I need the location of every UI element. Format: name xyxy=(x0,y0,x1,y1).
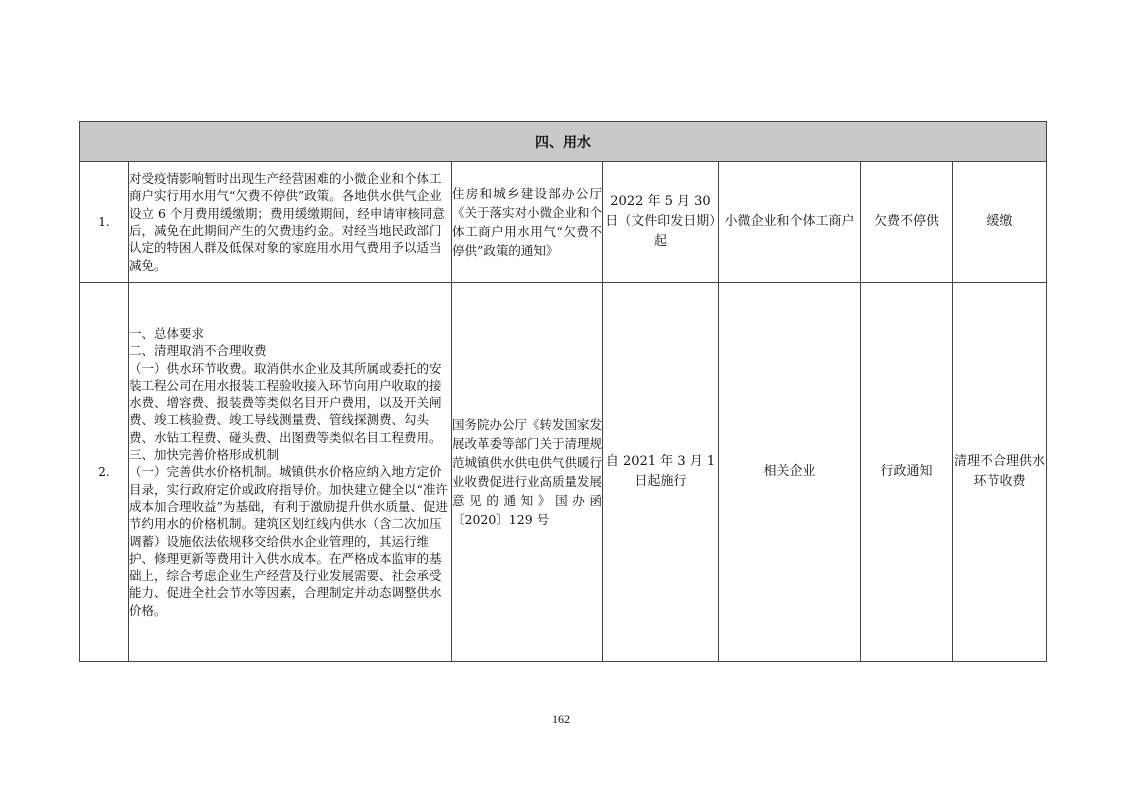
policy-content xyxy=(129,283,452,662)
effective-date: 2022 年 5 月 30 日（文件印发日期）起 xyxy=(603,162,719,283)
content-heading: 一、总体要求 xyxy=(129,325,205,341)
content-paragraph: 对受疫情影响暂时出现生产经营困难的小微企业和个体工商户实行用水用气“欠费不停供”政策。各地供水供气企业设立 6 个月费用缓缴期；费用缓缴期间，经申请审核同意后，减免在此期间产生的欠费违约金。对经当地民政部门认定的特困人群及低保对象的家庭用水用气费用予以适当减免。 xyxy=(129,171,445,273)
policy-content xyxy=(129,162,452,283)
policy-category: 缓缴 xyxy=(953,162,1047,283)
section-header-row xyxy=(80,122,1047,162)
table-row xyxy=(80,162,1047,283)
table-row xyxy=(80,283,1047,662)
policy-method: 欠费不停供 xyxy=(861,162,953,283)
content-heading: 二、清理取消不合理收费 xyxy=(129,343,267,359)
row-number: 1. xyxy=(80,162,129,283)
content-paragraph: （一）供水环节收费。取消供水企业及其所属或委托的安装工程公司在用水报装工程验收接入环节向用户收取的接水费、增容费、报装费等类似名目开户费用，以及开关闸费、竣工核验费、竣工导线测量费、管线探测费、勾头费、水钻工程费、碰头费、出图费等类似名目工程费用。 xyxy=(129,360,442,445)
policy-basis: 国务院办公厅《转发国家发展改革委等部门关于清理规范城镇供水供电供气供暖行业收费促进行业高质量发展意见的通知》国办函〔2020〕129 号 xyxy=(452,283,603,662)
target-group: 相关企业 xyxy=(719,283,861,662)
policy-table xyxy=(79,121,1047,662)
policy-method: 行政通知 xyxy=(861,283,953,662)
policy-category: 清理不合理供水环节收费 xyxy=(953,283,1047,662)
effective-date: 自 2021 年 3 月 1 日起施行 xyxy=(603,283,719,662)
section-title: 四、用水 xyxy=(80,122,1047,162)
content-paragraph: （一）完善供水价格机制。城镇供水价格应纳入地方定价目录，实行政府定价或政府指导价。加快建立健全以“准许成本加合理收益”为基础，有利于激励提升供水质量、促进节约用水的价格机制。建筑区划红线内供水（含二次加压调蓄）设施依法依规移交给供水企业管理的，其运行维护、修理更新等费用计入供水成本。在严格成本监审的基础上，综合考虑企业生产经营及行业发展需要、社会承受能力、促进全社会节水等因素，合理制定并动态调整供水价格。 xyxy=(129,464,448,618)
content-heading: 三、加快完善价格形成机制 xyxy=(129,447,280,463)
target-group: 小微企业和个体工商户 xyxy=(719,162,861,283)
page-number: 162 xyxy=(552,712,570,726)
policy-basis: 住房和城乡建设部办公厅《关于落实对小微企业和个体工商户用水用气“欠费不停供”政策的通知》 xyxy=(452,162,603,283)
row-number: 2. xyxy=(80,283,129,662)
